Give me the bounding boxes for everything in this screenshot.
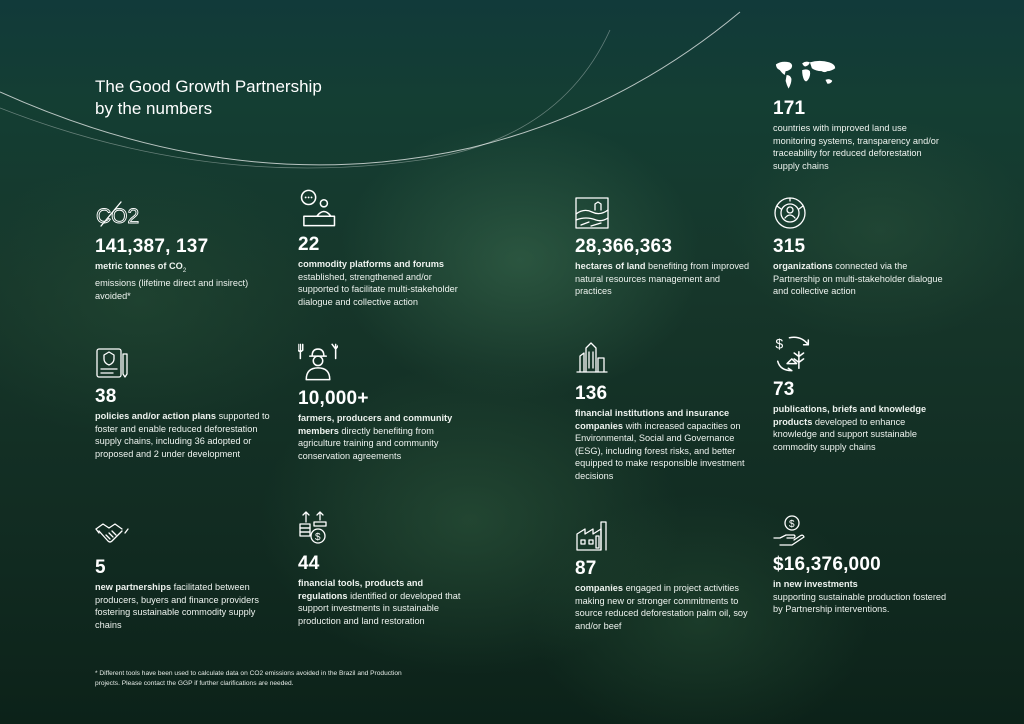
world-map-icon <box>773 58 841 92</box>
stat-description: new partnerships facilitated between producers, buyers and finance providers fostering sustainable commodity supply chains <box>95 582 259 630</box>
stat-description: farmers, producers and community members directly benefiting from agriculture training and community conservation agreements <box>298 413 453 461</box>
stat-description: financial tools, products and regulations identified or developed that support investments in sustainable production and land restoration <box>298 578 461 626</box>
stat-number: 87 <box>575 558 597 579</box>
stat-financial-tools <box>298 507 473 627</box>
stat-description: in new investments supporting sustainable production fostered by Partnership interventions. <box>773 579 947 615</box>
svg-text:$: $ <box>789 519 795 530</box>
stat-description: commodity platforms and forums established, strengthened and/or supported to facilitate multi-stakeholder dialogue and collective action <box>298 259 458 307</box>
svg-text:$: $ <box>775 335 784 352</box>
stat-number: 28,366,363 <box>575 236 673 257</box>
stat-companies <box>575 518 750 632</box>
stat-co2 <box>95 196 270 303</box>
buildings-icon <box>575 337 609 377</box>
stat-number: 73 <box>773 379 795 400</box>
stat-farmers <box>298 342 473 462</box>
network-icon <box>773 196 807 230</box>
page-title-line1: The Good Growth Partnership <box>95 77 322 96</box>
meeting-icon <box>298 188 338 228</box>
factory-icon <box>575 518 609 552</box>
stat-investments <box>773 514 948 616</box>
stat-platforms <box>298 188 473 308</box>
stat-number: $16,376,000 <box>773 554 881 575</box>
money-growth-icon <box>298 507 332 547</box>
stat-description: hectares of land benefiting from improved natural resources management and practices <box>575 261 750 297</box>
stat-number: 38 <box>95 386 117 407</box>
footnote: * Different tools have been used to calculate data on CO2 emissions avoided in the Brazil and Production projects. Please contact the GGP if further clarifications are needed. <box>95 670 402 687</box>
stat-countries <box>773 58 948 172</box>
stat-number: 5 <box>95 557 106 578</box>
investment-hand-icon <box>773 514 807 548</box>
co2-icon-label: CO2 <box>96 205 139 228</box>
svg-text:$: $ <box>315 532 321 543</box>
stat-description: companies engaged in project activities making new or stronger commitments to source reduced deforestation palm oil, soy and/or beef <box>575 583 748 631</box>
page-title-line2: by the numbers <box>95 99 213 118</box>
stat-description: countries with improved land use monitoring systems, transparency and/or traceability for reduced deforestation supply chains <box>773 123 939 171</box>
policy-document-icon <box>95 346 129 380</box>
stat-number: 315 <box>773 236 806 257</box>
stat-number: 171 <box>773 98 806 119</box>
stat-number: 136 <box>575 383 608 404</box>
stat-publications <box>773 333 948 453</box>
stat-number: 141,387, 137 <box>95 236 209 257</box>
stat-organizations <box>773 196 948 298</box>
stat-description: organizations connected via the Partnership on multi-stakeholder dialogue and collective action <box>773 261 943 297</box>
handshake-icon <box>95 517 129 551</box>
stat-description: publications, briefs and knowledge products developed to enhance knowledge and support sustainable commodity supply chains <box>773 404 927 452</box>
co2-icon <box>95 196 139 230</box>
farmer-icon <box>298 342 338 382</box>
stat-financial-institutions <box>575 337 750 483</box>
stat-number: 10,000+ <box>298 388 369 409</box>
stat-number: 22 <box>298 234 320 255</box>
knowledge-cycle-icon <box>773 333 813 373</box>
stat-hectares <box>575 196 750 298</box>
page-title <box>95 76 395 120</box>
stat-description: financial institutions and insurance companies with increased capacities on Environmental, Social and Governance (ESG), including forest risks, and better equipped to make responsible investment decisions <box>575 408 745 481</box>
stat-number: 44 <box>298 553 320 574</box>
stat-partnerships <box>95 517 270 631</box>
landscape-icon <box>575 196 609 230</box>
stat-description: metric tonnes of $CO_2$ emissions (lifetime direct and insirect) avoided* <box>95 261 249 302</box>
stat-description: policies and/or action plans supported to foster and enable reduced deforestation supply chains, including 36 adopted or proposed and 2 under development <box>95 411 270 459</box>
stat-policies <box>95 346 270 460</box>
